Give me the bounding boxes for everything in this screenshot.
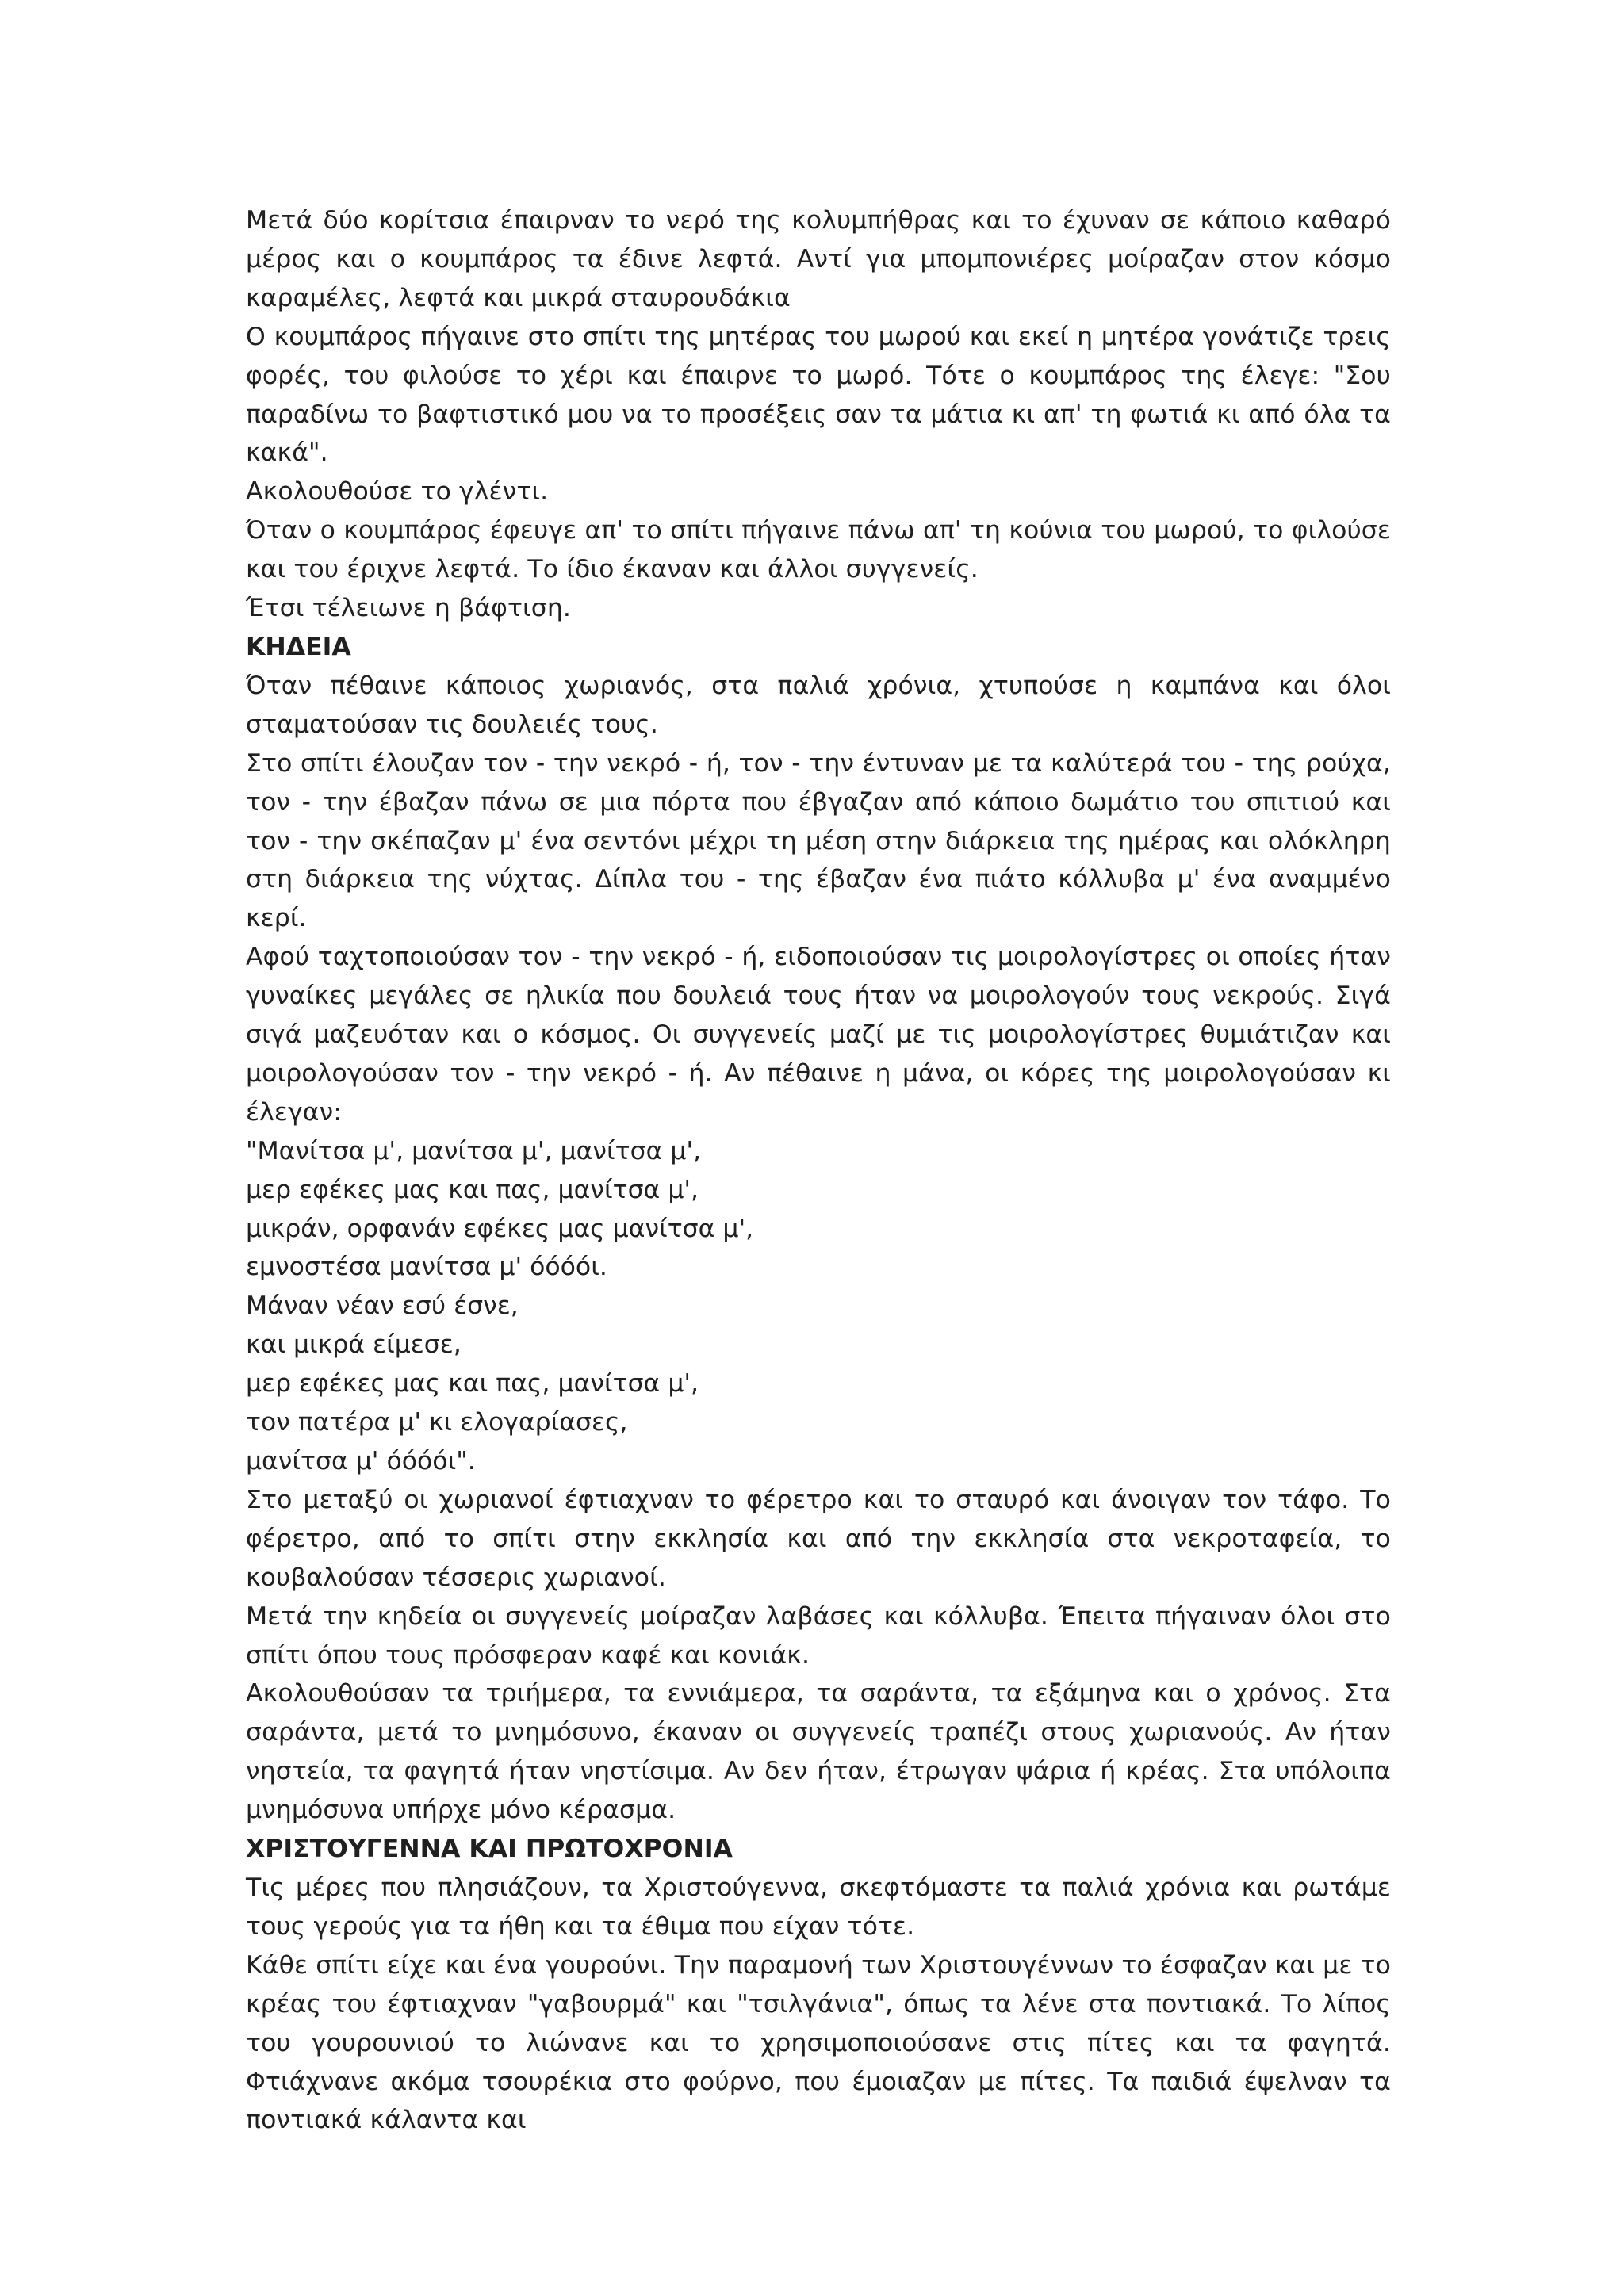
lament-verse (246, 1132, 1391, 1481)
verse-line: "Μανίτσα μ', μανίτσα μ', μανίτσα μ', (246, 1136, 702, 1165)
paragraph: Ακολουθούσαν τα τριήμερα, τα εννιάμερα, τα σαράντα, τα εξάμηνα και ο χρόνος. Στα σαράντα, μετά το μνημόσυνο, έκαναν οι συγγενείς τραπέζι στους χωριανούς. Αν ήταν νηστεία, τα φαγητά ήταν νηστίσιμα. Αν δεν ήταν, έτρωγαν ψάρια ή κρέας. Στα υπόλοιπα μνημόσυνα υπήρχε μόνο κέρασμα. (246, 1679, 1391, 1825)
verse-line: μερ εφέκες μας και πας, μανίτσα μ', (246, 1369, 699, 1399)
paragraph: Όταν ο κουμπάρος έφευγε απ' το σπίτι πήγαινε πάνω απ' τη κούνια του μωρού, το φιλούσε και του έριχνε λεφτά. Το ίδιο έκαναν και άλλοι συγγενείς. (246, 516, 1391, 584)
verse-line: μικράν, ορφανάν εφέκες μας μανίτσα μ', (246, 1214, 754, 1243)
paragraph: Τις μέρες που πλησιάζουν, τα Χριστούγεννα, σκεφτόμαστε τα παλιά χρόνια και ρωτάμε τους γερούς για τα ήθη και τα έθιμα που είχαν τότε. (246, 1873, 1391, 1941)
section-heading-funeral: ΚΗΔΕΙΑ (246, 632, 351, 661)
paragraph: Μετά δύο κορίτσια έπαιρναν το νερό της κολυμπήθρας και το έχυναν σε κάποιο καθαρό μέρος και ο κουμπάρος τα έδινε λεφτά. Αντί για μπομπονιέρες μοίραζαν στον κόσμο καραμέλες, λεφτά και μικρά σταυρουδάκια (246, 206, 1391, 312)
verse-line: μερ εφέκες μας και πας, μανίτσα μ', (246, 1175, 699, 1204)
verse-line: μανίτσα μ' όόόόι". (246, 1447, 476, 1475)
paragraph: Κάθε σπίτι είχε και ένα γουρούνι. Την παραμονή των Χριστουγέννων το έσφαζαν και με το κρέας του έφτιαχναν "γαβουρμά" και "τσιλγάνια", όπως τα λένε στα ποντιακά. Το λίπος του γουρουνιού το λιώνανε και το χρησιμοποιούσανε στις πίτες και τα φαγητά. Φτιάχνανε ακόμα τσουρέκια στο φούρνο, που έμοιαζαν με πίτες. Τα παιδιά έψελναν τα ποντιακά κάλαντα και (246, 1950, 1391, 2135)
paragraph: Ακολουθούσε το γλέντι. (246, 477, 549, 507)
section-heading-christmas: ΧΡΙΣΤΟΥΓΕΝΝΑ ΚΑΙ ΠΡΩΤΟΧΡΟΝΙΑ (246, 1835, 733, 1864)
document-page (246, 201, 1391, 2140)
paragraph: Στο σπίτι έλουζαν τον - την νεκρό - ή, τον - την έντυναν με τα καλύτερά του - της ρούχα, τον - την έβαζαν πάνω σε μια πόρτα που έβγαζαν από κάποιο δωμάτιο του σπιτιού και τον - την σκέπαζαν μ' ένα σεντόνι μέχρι τη μέση στην διάρκεια της ημέρας και ολόκληρη στη διάρκεια της νύχτας. Δίπλα του - της έβαζαν ένα πιάτο κόλλυβα μ' ένα αναμμένο κερί. (246, 748, 1391, 933)
verse-line: τον πατέρα μ' κι ελογαρίασες, (246, 1408, 628, 1437)
verse-line: Μάναν νέαν εσύ έσνε, (246, 1292, 519, 1321)
verse-line: εμνοστέσα μανίτσα μ' όόόόι. (246, 1253, 607, 1282)
paragraph: Μετά την κηδεία οι συγγενείς μοίραζαν λαβάσες και κόλλυβα. Έπειτα πήγαιναν όλοι στο σπίτι όπου τους πρόσφεραν καφέ και κονιάκ. (246, 1601, 1391, 1670)
paragraph: Όταν πέθαινε κάποιος χωριανός, στα παλιά χρόνια, χτυπούσε η καμπάνα και όλοι σταματούσαν τις δουλειές τους. (246, 671, 1391, 739)
verse-line: και μικρά είμεσε, (246, 1330, 462, 1360)
paragraph: Αφού ταχτοποιούσαν τον - την νεκρό - ή, ειδοποιούσαν τις μοιρολογίστρες οι οποίες ήταν γυναίκες μεγάλες σε ηλικία που δουλειά τους ήταν να μοιρολογούν τους νεκρούς. Σιγά σιγά μαζευόταν και ο κόσμος. Οι συγγενείς μαζί με τις μοιρολογίστρες θυμιάτιζαν και μοιρολογούσαν τον - την νεκρό - ή. Αν πέθαινε η μάνα, οι κόρες της μοιρολογούσαν κι έλεγαν: (246, 943, 1391, 1127)
paragraph: Στο μεταξύ οι χωριανοί έφτιαχναν το φέρετρο και το σταυρό και άνοιγαν τον τάφο. Το φέρετρο, από το σπίτι στην εκκλησία και από την εκκλησία στα νεκροταφεία, το κουβαλούσαν τέσσερις χωριανοί. (246, 1485, 1391, 1592)
paragraph: Έτσι τέλειωνε η βάφτιση. (246, 594, 572, 623)
paragraph: Ο κουμπάρος πήγαινε στο σπίτι της μητέρας του μωρού και εκεί η μητέρα γονάτιζε τρεις φορές, του φιλούσε το χέρι και έπαιρνε το μωρό. Τότε ο κουμπάρος της έλεγε: "Σου παραδίνω το βαφτιστικό μου να το προσέξεις σαν τα μάτια κι απ' τη φωτιά κι από όλα τα κακά". (246, 322, 1391, 468)
